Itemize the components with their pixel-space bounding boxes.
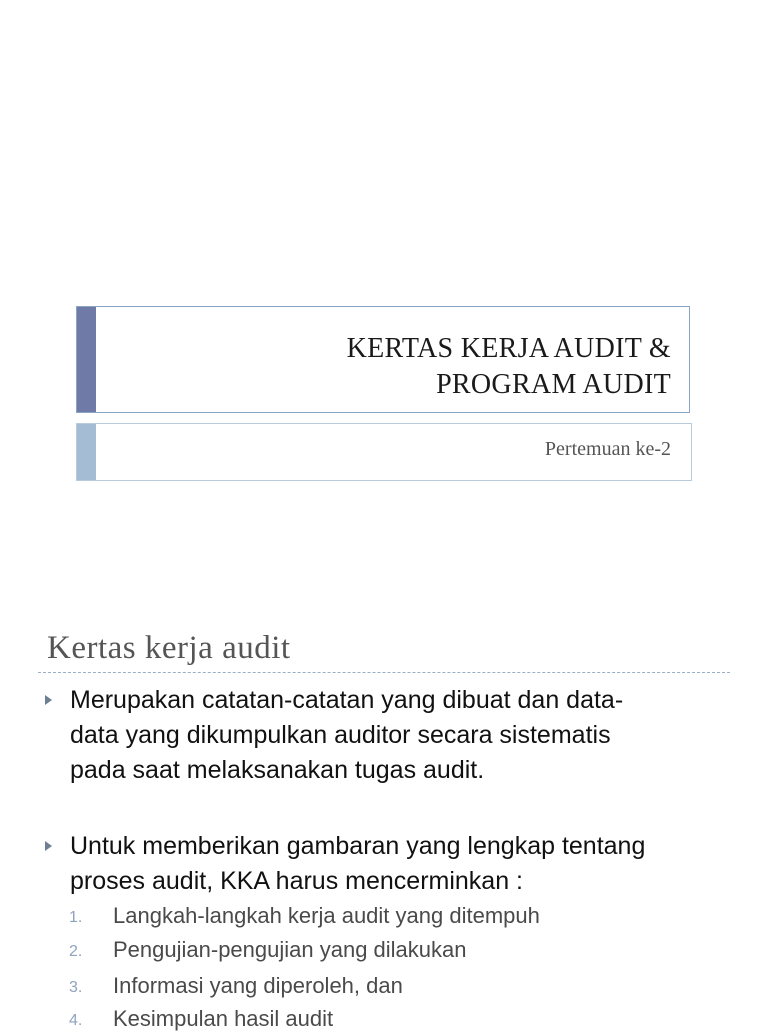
bullet-text bbox=[70, 829, 740, 899]
item-text: Kesimpulan hasil audit bbox=[113, 1006, 334, 1031]
slide-title-line-1: KERTAS KERJA AUDIT & bbox=[346, 333, 671, 364]
triangle-bullet-icon bbox=[45, 695, 52, 705]
item-number: 1. bbox=[69, 909, 83, 926]
slide-title-line-2: PROGRAM AUDIT bbox=[436, 369, 671, 400]
bullet-line: data yang dikumpulkan auditor secara sistematis bbox=[70, 721, 611, 749]
item-text: Informasi yang diperoleh, dan bbox=[113, 973, 403, 998]
subtitle-box bbox=[76, 423, 692, 481]
bullet-text bbox=[70, 683, 740, 788]
title-accent-bar bbox=[77, 307, 96, 412]
item-text: Pengujian-pengujian yang dilakukan bbox=[113, 937, 467, 962]
item-number: 2. bbox=[69, 943, 83, 960]
heading-divider bbox=[38, 672, 730, 673]
slide-title bbox=[191, 331, 671, 403]
bullet-line: pada saat melaksanakan tugas audit. bbox=[70, 756, 485, 784]
bullet-line: proses audit, KKA harus mencerminkan : bbox=[70, 867, 524, 895]
section-heading: Kertas kerja audit bbox=[47, 630, 291, 666]
triangle-bullet-icon bbox=[45, 841, 52, 851]
item-number: 4. bbox=[69, 1012, 83, 1029]
item-number: 3. bbox=[69, 979, 83, 996]
bullet-line: Untuk memberikan gambaran yang lengkap tentang bbox=[70, 832, 646, 860]
item-text: Langkah-langkah kerja audit yang ditempuh bbox=[113, 903, 540, 928]
title-box bbox=[76, 306, 690, 413]
slide-subtitle: Pertemuan ke-2 bbox=[544, 438, 671, 460]
subtitle-accent-bar bbox=[77, 424, 96, 480]
bullet-line: Merupakan catatan-catatan yang dibuat dan data- bbox=[70, 686, 624, 714]
